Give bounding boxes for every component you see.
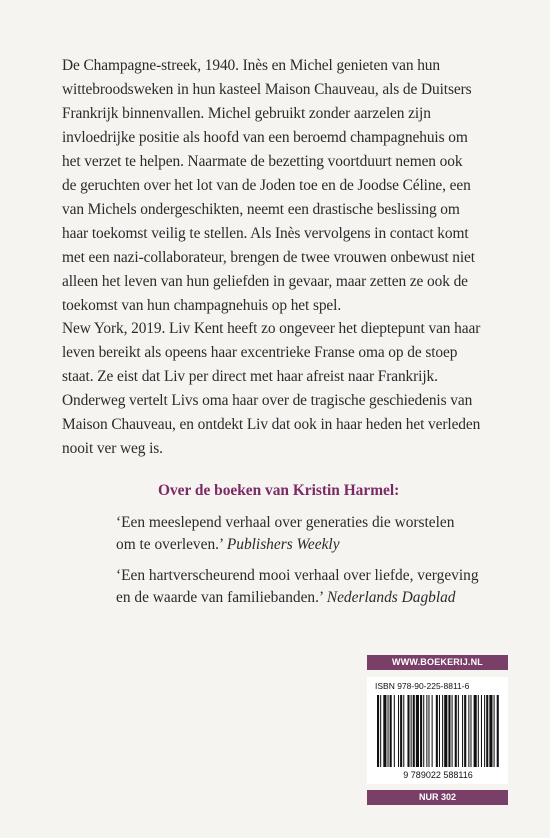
review-quote-1 — [116, 512, 536, 556]
barcode-bar — [478, 695, 479, 767]
blurb-line: toekomst van hun champagnehuis op het spel. — [62, 297, 342, 314]
quote-source: Nederlands Dagblad — [326, 589, 456, 606]
barcode-bar — [458, 695, 459, 767]
barcode-bar — [403, 695, 404, 767]
barcode-bar — [390, 695, 392, 767]
barcode-bar — [452, 695, 453, 767]
blurb-line: Frankrijk binnenvallen. Michel gebruikt zonder aarzelen zijn — [62, 105, 431, 122]
barcode-bar — [474, 695, 477, 767]
quote-line-with-source — [116, 534, 536, 556]
review-quote-2 — [116, 565, 536, 609]
blurb-line: alleen het leven van hun geliefden in gevaar, maar zetten ze ook de — [62, 273, 468, 290]
barcode-bar — [411, 695, 412, 767]
barcode-bar — [444, 695, 447, 767]
barcode-bar — [380, 695, 381, 767]
blurb-line: van Michels ondergeschikten, neemt een drastische beslissing om — [62, 201, 460, 218]
blurb-paragraph-1948 — [62, 54, 502, 318]
quote-text: om te overleven.’ — [116, 536, 223, 553]
blurb-line: leven bereikt als opeens haar excentrieke Franse oma op de stoep — [62, 344, 458, 361]
nur-label: NUR 302 — [367, 790, 508, 805]
barcode-bar — [416, 695, 419, 767]
blurb-line: wittebroodsweken in hun kasteel Maison Chauveau, als de Duitsers — [62, 81, 472, 98]
blurb-line: New York, 2019. Liv Kent heeft zo ongeveer het dieptepunt van haar — [62, 320, 481, 337]
blurb-line: staat. Ze eist dat Liv per direct met haar afreist naar Frankrijk. — [62, 368, 438, 385]
quote-text: en de waarde van familiebanden.’ — [116, 589, 323, 606]
blurb-line: De Champagne-streek, 1940. Inès en Michel genieten van hun — [62, 57, 440, 74]
reviews-heading: Over de boeken van Kristin Harmel: — [158, 482, 400, 499]
barcode-bar — [448, 695, 450, 767]
barcode-bar — [486, 695, 488, 767]
barcode-bar — [497, 695, 499, 767]
barcode-bar — [413, 695, 415, 767]
barcode-bar — [398, 695, 399, 767]
barcode-bar — [400, 695, 402, 767]
barcode-bar — [494, 695, 495, 767]
barcode-bar — [388, 695, 389, 767]
barcode-bar — [489, 695, 492, 767]
blurb-paragraph-2019 — [62, 317, 502, 461]
barcode-bar — [436, 695, 438, 767]
barcode-bar — [481, 695, 482, 767]
barcode-bar — [484, 695, 485, 767]
barcode-digits: 9 789022 588116 — [403, 770, 473, 780]
blurb-line: Onderweg vertelt Livs oma haar over de tragische geschiedenis van — [62, 392, 473, 409]
barcode-bar — [383, 695, 386, 767]
website-label: WWW.BOEKERIJ.NL — [367, 655, 508, 670]
blurb-line: invloedrijke positie als hoofd van een beroemd champagnehuis om — [62, 129, 468, 146]
quote-line-with-source — [116, 587, 536, 609]
quote-line: ‘Een hartverscheurend mooi verhaal over liefde, vergeving — [116, 567, 479, 584]
blurb-line: Maison Chauveau, en ontdekt Liv dat ook in haar heden het verleden — [62, 416, 481, 433]
blurb-line: met een nazi-collaborateur, brengen de twee vrouwen onbewust niet — [62, 249, 475, 266]
barcode-bar — [442, 695, 443, 767]
barcode-bar — [407, 695, 409, 767]
blurb-line: de geruchten over het lot van de Joden toe en de Joodse Céline, een — [62, 177, 471, 194]
blurb-line: het verzet te helpen. Naarmate de bezetting voortduurt nemen ook — [62, 153, 463, 170]
quote-line: ‘Een meeslepend verhaal over generaties die worstelen — [116, 514, 455, 531]
barcode-bar — [432, 695, 433, 767]
barcode-bar — [428, 695, 429, 767]
quote-source: Publishers Weekly — [226, 536, 340, 553]
blurb-line: haar toekomst veilig te stellen. Als Inès vervolgens in contact komt — [62, 225, 469, 242]
barcode-bar — [468, 695, 469, 767]
barcode-bar — [464, 695, 466, 767]
barcode-bar — [455, 695, 457, 767]
barcode-bar — [423, 695, 424, 767]
barcode-bar — [462, 695, 463, 767]
barcode-panel — [367, 677, 508, 784]
barcode-bar — [439, 695, 440, 767]
barcode-bar — [470, 695, 471, 767]
barcode-bar — [426, 695, 427, 767]
barcode-bar — [394, 695, 395, 767]
blurb-line: nooit ver weg is. — [62, 440, 163, 457]
isbn-text: ISBN 978-90-225-8811-6 — [375, 681, 470, 691]
barcode-image — [373, 695, 503, 781]
barcode-bar — [377, 695, 379, 767]
barcode-bar — [420, 695, 422, 767]
